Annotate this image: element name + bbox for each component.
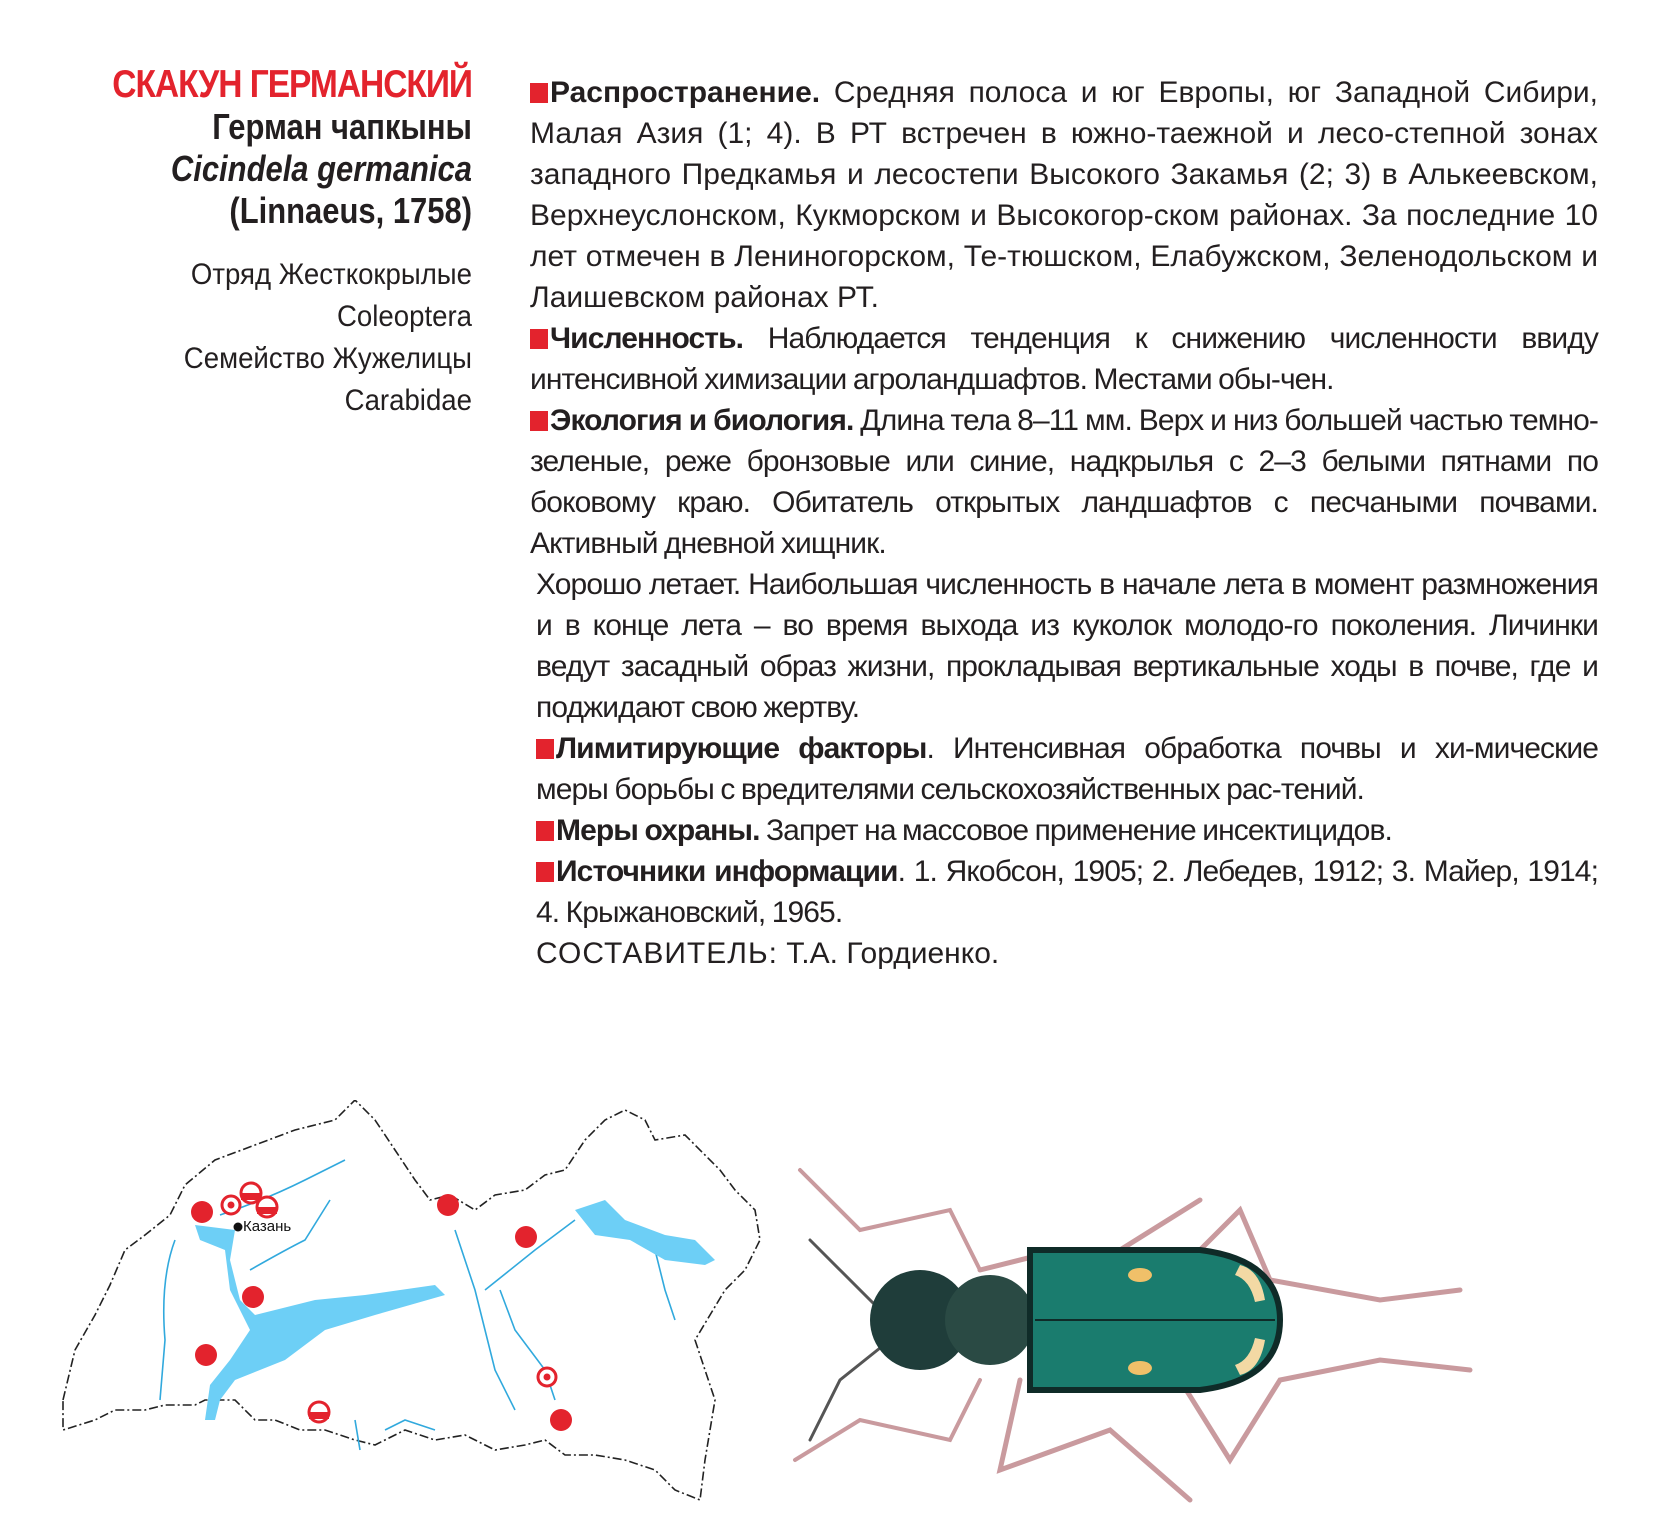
section-heading: Численность.	[550, 322, 744, 355]
beetle-illustration	[780, 1130, 1580, 1514]
bullet-square-icon	[530, 329, 548, 349]
kazan-label: Казань	[243, 1218, 292, 1235]
section-text: . 1. Якобсон, 1905; 2. Лебедев, 1912; 3. Майер, 1914; 4. Крыжановский, 1965.	[536, 855, 1598, 929]
species-author: (Linnaeus, 1758)	[229, 190, 472, 231]
section-protection	[530, 810, 1598, 851]
species-latin-name: Cicindela germanica	[170, 148, 473, 189]
marker-filled	[437, 1194, 459, 1216]
section-text: Запрет на массовое применение инсектицидов.	[759, 814, 1392, 847]
order-lat: Coleoptera	[336, 300, 472, 333]
section-heading: Источники информации	[556, 855, 898, 888]
section-distribution	[530, 72, 1598, 318]
composer-label: СОСТАВИТЕЛЬ:	[536, 937, 778, 970]
taxonomy-block	[40, 254, 472, 422]
marker-filled	[191, 1201, 213, 1223]
section-abundance	[530, 318, 1598, 400]
beetle-pronotum	[945, 1275, 1035, 1365]
section-text: Длина тела 8–11 мм. Верх и низ большей частью темно-зеленые, реже бронзовые или синие, надкрылья с 2–3 белыми пятнами по боковому краю. Обитатель открытых ландшафтов с песчаными почвами. Активный дневной хищник.	[530, 404, 1598, 560]
section-heading: Экология и биология.	[550, 404, 854, 437]
section-heading: Лимитирующие факторы	[556, 732, 927, 765]
bullet-square-icon	[536, 862, 554, 882]
distribution-map	[55, 1100, 775, 1510]
section-text: . Интенсивная обработка почвы и хи-мические меры борьбы с вредителями сельскохозяйственных рас-тений.	[536, 732, 1598, 806]
marker-filled	[195, 1344, 217, 1366]
family-ru: Семейство Жужелицы	[183, 342, 472, 375]
composer-line	[530, 933, 1598, 974]
section-ecology	[530, 400, 1598, 564]
marker-target	[222, 1196, 240, 1214]
section-ecology-continued	[530, 564, 1598, 728]
section-sources	[530, 851, 1598, 933]
kazan-city-dot	[234, 1223, 243, 1232]
species-title-tatar: Герман чапкыны	[212, 106, 472, 147]
section-heading: Распространение.	[550, 76, 821, 109]
species-header	[40, 64, 472, 422]
section-text: Наблюдается тенденция к снижению численности ввиду интенсивной химизации агроландшафтов. Местами обы-чен.	[530, 322, 1598, 396]
section-heading: Меры охраны.	[556, 814, 760, 847]
section-text: Хорошо летает. Наибольшая численность в начале лета в момент размножения и в конце лета – во время выхода из куколок молодо-го поколения. Личинки ведут засадный образ жизни, прокладывая вертикальные ходы в почве, где и поджидают свою жертву.	[536, 568, 1598, 724]
marker-half	[309, 1402, 329, 1422]
section-text: Средняя полоса и юг Европы, юг Западной Сибири, Малая Азия (1; 4). В РТ встречен в южно-таежной и лесо-степной зонах западного Предкамья и лесостепи Высокого Закамья (2; 3) в Алькеевском, Верхнеуслонском, Кукморском и Высокогор-ском районах. За последние 10 лет отмечен в Лениногорском, Те-тюшском, Елабужском, Зеленодольском и Лаишевском районах РТ.	[530, 76, 1598, 314]
marker-target	[538, 1368, 556, 1386]
bullet-square-icon	[536, 739, 554, 759]
bullet-square-icon	[536, 821, 554, 841]
bullet-square-icon	[530, 411, 548, 431]
marker-half	[257, 1197, 277, 1217]
order-ru: Отряд Жесткокрылые	[190, 258, 472, 291]
marker-filled	[242, 1286, 264, 1308]
marker-filled	[515, 1226, 537, 1248]
family-lat: Carabidae	[344, 384, 472, 417]
composer-name: Т.А. Гордиенко.	[777, 937, 1000, 970]
species-description	[530, 72, 1598, 974]
marker-filled	[550, 1409, 572, 1431]
elytra-spot	[1128, 1268, 1152, 1282]
elytra-spot	[1128, 1361, 1152, 1375]
bullet-square-icon	[530, 83, 548, 103]
section-limiting-factors	[530, 728, 1598, 810]
species-title-ru: СКАКУН ГЕРМАНСКИЙ	[112, 63, 472, 106]
